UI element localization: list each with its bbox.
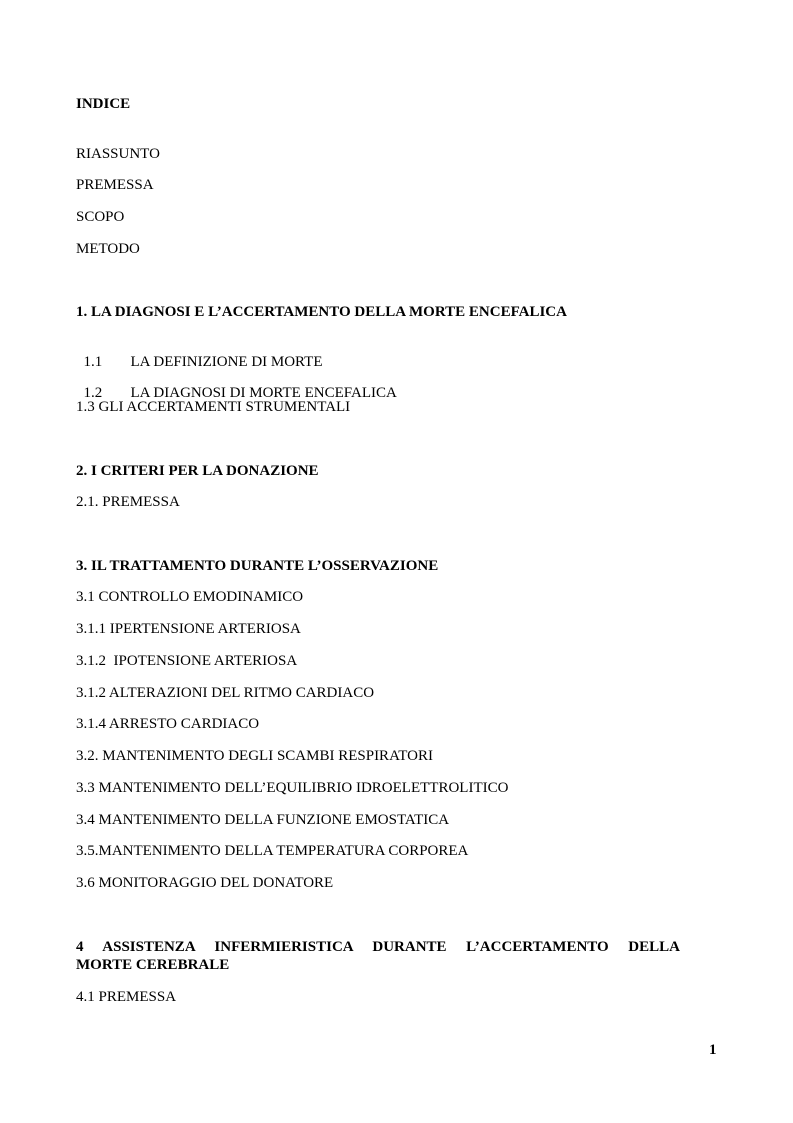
toc-entry-3-1-1: 3.1.1 IPERTENSIONE ARTERIOSA [76, 621, 301, 637]
toc-entry-premessa: PREMESSA [76, 177, 154, 193]
toc-entry-2-1: 2.1. PREMESSA [76, 494, 180, 510]
toc-entry-number: 1.1 [83, 354, 103, 370]
toc-entry-title: LA DIAGNOSI DI MORTE ENCEFALICA [130, 385, 397, 401]
page-number: 1 [709, 1042, 717, 1058]
toc-entry-3-1-2a: 3.1.2 IPOTENSIONE ARTERIOSA [76, 653, 298, 669]
toc-entry-number: 1.2 [83, 385, 103, 401]
toc-entry-scopo: SCOPO [76, 209, 125, 225]
chapter-2-heading: 2. I CRITERI PER LA DONAZIONE [76, 463, 319, 479]
toc-entry-1-3: 1.3 GLI ACCERTAMENTI STRUMENTALI [76, 399, 351, 415]
toc-entry-3-3: 3.3 MANTENIMENTO DELL’EQUILIBRIO IDROELETTROLITICO [76, 780, 509, 796]
chapter-3-heading: 3. IL TRATTAMENTO DURANTE L’OSSERVAZIONE [76, 558, 439, 574]
toc-entry-3-1: 3.1 CONTROLLO EMODINAMICO [76, 589, 304, 605]
toc-entry-3-5: 3.5.MANTENIMENTO DELLA TEMPERATURA CORPOREA [76, 843, 469, 859]
toc-entry-3-4: 3.4 MANTENIMENTO DELLA FUNZIONE EMOSTATICA [76, 812, 450, 828]
toc-entry-3-6: 3.6 MONITORAGGIO DEL DONATORE [76, 875, 334, 891]
toc-entry-3-1-4: 3.1.4 ARRESTO CARDIACO [76, 716, 260, 732]
chapter-4-heading-line-2: MORTE CEREBRALE [76, 957, 230, 973]
toc-entry-1-2 [76, 366, 397, 402]
index-title: INDICE [76, 96, 131, 112]
toc-entry-metodo: METODO [76, 241, 140, 257]
toc-entry-title: LA DEFINIZIONE DI MORTE [130, 354, 323, 370]
toc-entry-3-2: 3.2. MANTENIMENTO DEGLI SCAMBI RESPIRATORI [76, 748, 433, 764]
chapter-4-heading-line-1: 4 ASSISTENZA INFERMIERISTICA DURANTE L’ACCERTAMENTO DELLA [76, 939, 680, 955]
toc-entry-4-1: 4.1 PREMESSA [76, 989, 177, 1005]
toc-entry-3-1-2b: 3.1.2 ALTERAZIONI DEL RITMO CARDIACO [76, 685, 375, 701]
toc-entry-riassunto: RIASSUNTO [76, 146, 160, 162]
chapter-1-heading: 1. LA DIAGNOSI E L’ACCERTAMENTO DELLA MORTE ENCEFALICA [76, 304, 567, 320]
